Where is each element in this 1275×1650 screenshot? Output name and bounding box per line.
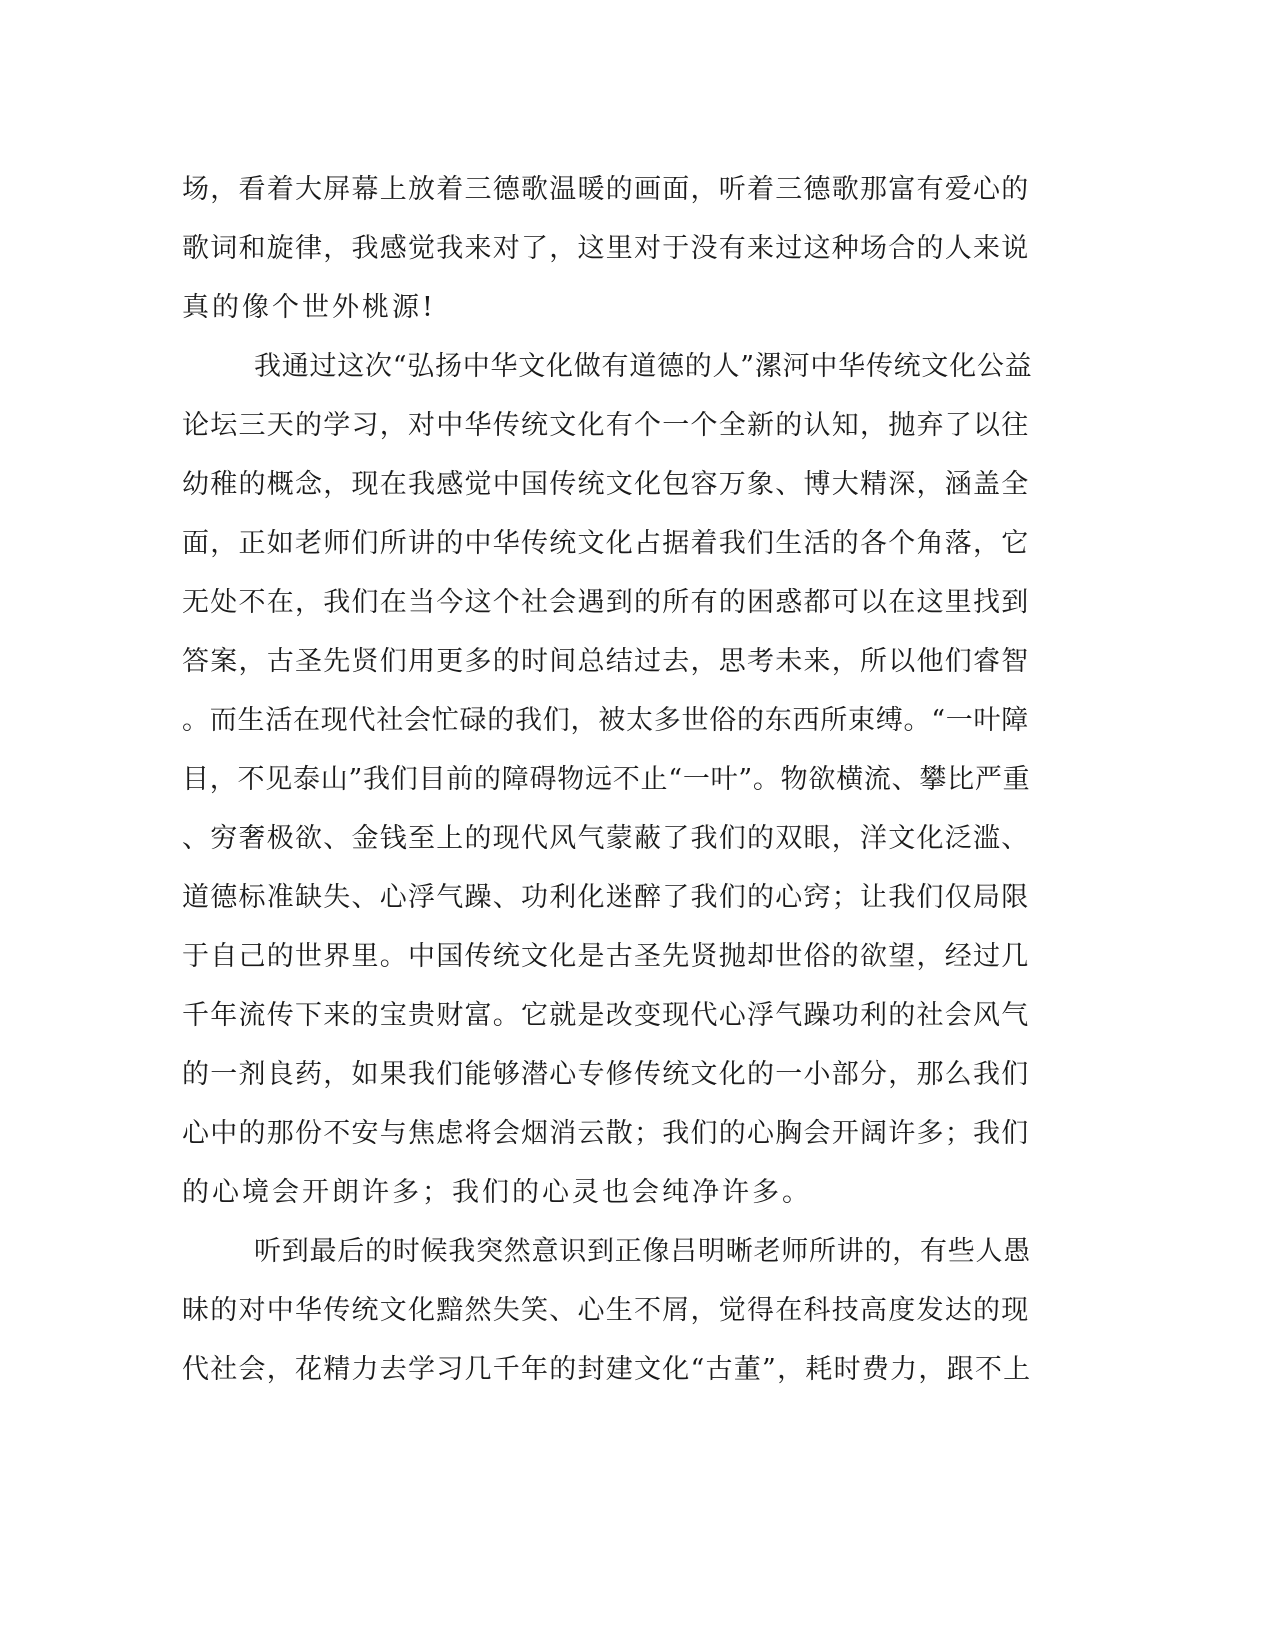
text-line: 真的像个世外桃源! <box>182 292 436 323</box>
text-line: 幼稚的概念，现在我感觉中国传统文化包容万象、博大精深，涵盖全 <box>182 469 1030 500</box>
text-line: 论坛三天的学习，对中华传统文化有个一个全新的认知，抛弃了以往 <box>182 410 1030 441</box>
text-line: 无处不在，我们在当今这个社会遇到的所有的困惑都可以在这里找到 <box>182 587 1030 618</box>
text-line: 的一剂良药，如果我们能够潜心专修传统文化的一小部分，那么我们 <box>182 1059 1030 1090</box>
text-line: 场，看着大屏幕上放着三德歌温暖的画面，听着三德歌那富有爱心的 <box>182 174 1030 205</box>
text-line: 我通过这次“弘扬中华文化做有道德的人”漯河中华传统文化公益 <box>254 351 1033 382</box>
text-line: 千年流传下来的宝贵财富。它就是改变现代心浮气躁功利的社会风气 <box>182 1000 1030 1031</box>
text-line: 答案，古圣先贤们用更多的时间总结过去，思考未来，所以他们睿智 <box>182 646 1030 677</box>
text-line: 、穷奢极欲、金钱至上的现代风气蒙蔽了我们的双眼，洋文化泛滥、 <box>182 823 1030 854</box>
text-line: 听到最后的时候我突然意识到正像吕明晰老师所讲的，有些人愚 <box>254 1236 1031 1267</box>
body-text <box>182 160 1032 1399</box>
text-line: 。而生活在现代社会忙碌的我们，被太多世俗的东西所束缚。“一叶障 <box>182 705 1030 736</box>
text-line: 昧的对中华传统文化黯然失笑、心生不屑，觉得在科技高度发达的现 <box>182 1295 1030 1326</box>
text-line: 目，不见泰山”我们目前的障碍物远不止“一叶”。物欲横流、攀比严重 <box>182 764 1031 795</box>
text-line: 歌词和旋律，我感觉我来对了，这里对于没有来过这种场合的人来说 <box>182 233 1030 264</box>
text-line: 于自己的世界里。中国传统文化是古圣先贤抛却世俗的欲望，经过几 <box>182 941 1030 972</box>
text-line: 心中的那份不安与焦虑将会烟消云散；我们的心胸会开阔许多；我们 <box>182 1118 1030 1149</box>
text-line: 的心境会开朗许多；我们的心灵也会纯净许多。 <box>182 1177 812 1208</box>
text-line: 道德标准缺失、心浮气躁、功利化迷醉了我们的心窍；让我们仅局限 <box>182 882 1030 913</box>
text-line: 代社会，花精力去学习几千年的封建文化“古董”，耗时费力，跟不上 <box>182 1354 1032 1385</box>
text-line: 面，正如老师们所讲的中华传统文化占据着我们生活的各个角落，它 <box>182 528 1030 559</box>
